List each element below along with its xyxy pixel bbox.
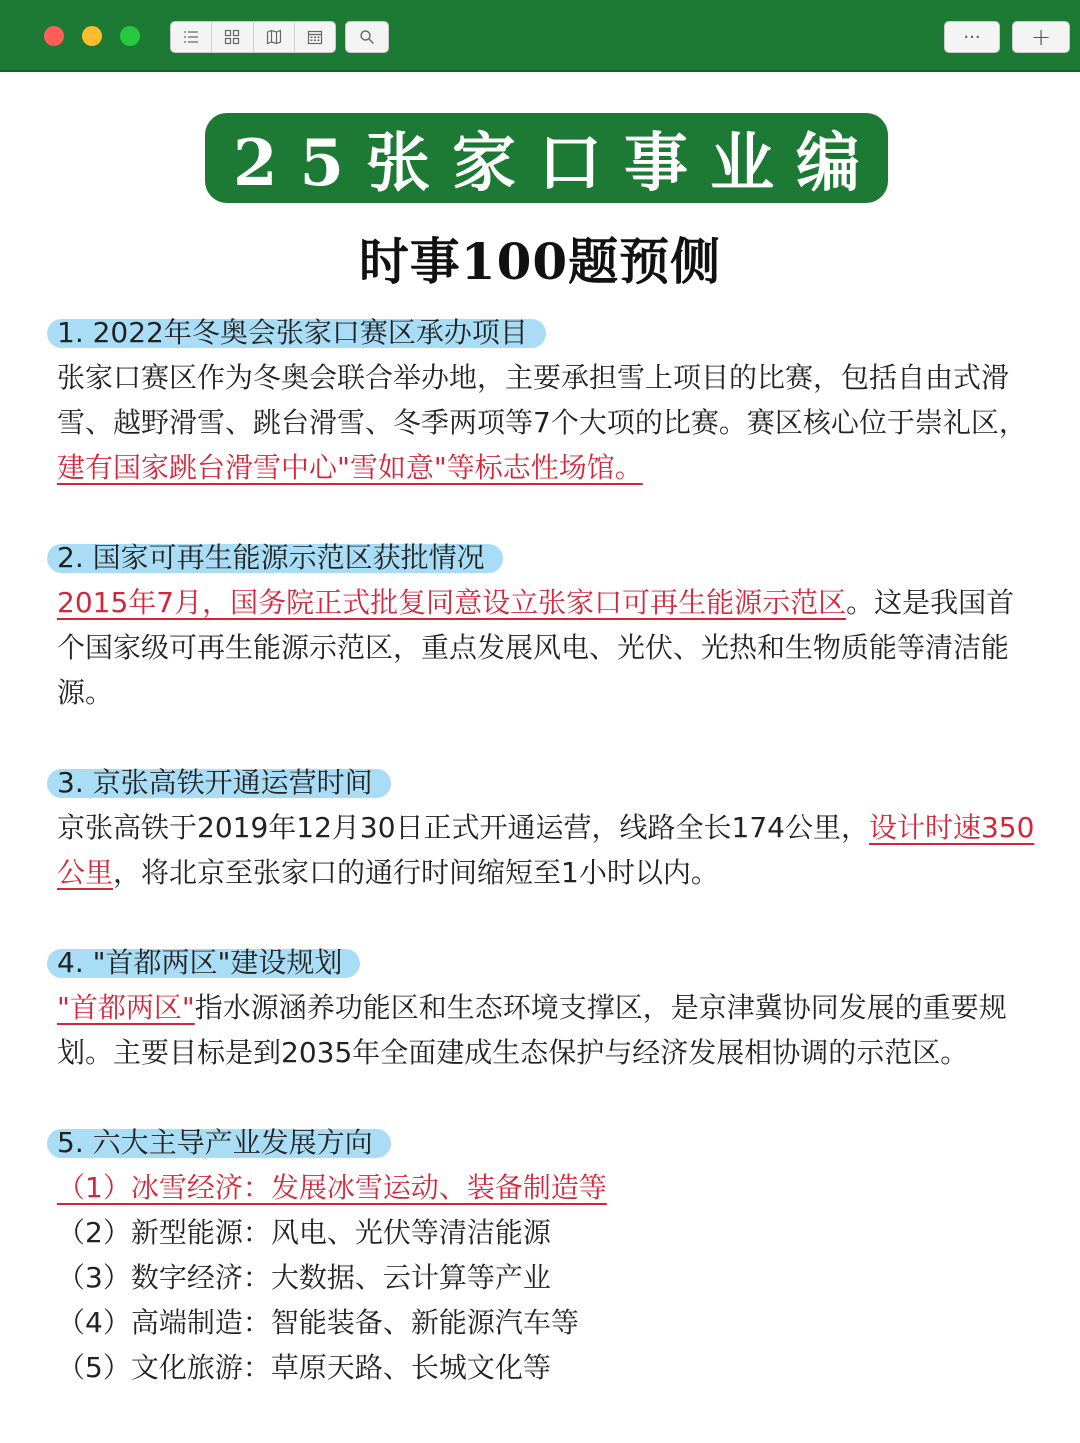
calendar-view-button[interactable]: [295, 22, 335, 52]
paragraph-text: 指水源涵养功能区和生态环境支撑区，是京津冀协同发展的重要规划。主要目标是到2035年全面建成生态保护与经济发展相协调的示范区。: [57, 991, 1007, 1069]
book-view-button[interactable]: [254, 22, 295, 52]
list-item: （3）数字经济：大数据、云计算等产业: [57, 1261, 551, 1294]
paragraph-text: 京张高铁于2019年12月30日正式开通运营，线路全长174公里，: [57, 811, 869, 844]
window-title-bar: [0, 0, 1080, 72]
list-view-button[interactable]: [171, 22, 212, 52]
grid-icon: [224, 29, 240, 45]
highlighted-text: 2015年7月，国务院正式批复同意设立张家口可再生能源示范区: [57, 586, 847, 619]
section-heading: 1. 2022年冬奥会张家口赛区承办项目: [57, 310, 538, 355]
search-toolbar: [345, 21, 389, 53]
calendar-icon: [307, 29, 323, 45]
section-paragraph: [57, 985, 1037, 1075]
more-options-button[interactable]: ···: [944, 21, 1000, 53]
title-banner: [205, 113, 888, 203]
grid-view-button[interactable]: [212, 22, 253, 52]
highlighted-text: "首都两区": [57, 991, 195, 1024]
list-item: （2）新型能源：风电、光伏等清洁能源: [57, 1216, 551, 1249]
list-item: （5）文化旅游：草原天路、长城文化等: [57, 1351, 551, 1384]
section-heading: 5. 六大主导产业发展方向: [57, 1120, 383, 1165]
list-item: （1）冰雪经济：发展冰雪运动、装备制造等: [57, 1171, 607, 1204]
list-icon: [183, 29, 199, 45]
section-paragraph: [57, 355, 1037, 490]
add-button[interactable]: +: [1012, 21, 1070, 53]
highlighted-text: 建有国家跳台滑雪中心"雪如意"等标志性场馆。: [57, 451, 643, 484]
section-3: [57, 760, 1037, 895]
section-2: [57, 535, 1037, 715]
view-mode-toolbar: [170, 21, 336, 53]
paragraph-text: 。这是我国首个国家级可再生能源示范区，重点发展风电、光伏、光热和生物质能等清洁能源。: [57, 586, 1015, 709]
close-window-button[interactable]: [44, 26, 64, 46]
section-5: [57, 1120, 1037, 1390]
search-icon: [359, 29, 375, 45]
section-1: [57, 310, 1037, 490]
page-subtitle: 时事100题预侧: [358, 232, 722, 291]
section-paragraph: [57, 805, 1037, 895]
section-paragraph: [57, 580, 1037, 715]
search-button[interactable]: [346, 22, 388, 52]
highlighted-text: 设计时速350公里: [57, 811, 1035, 889]
book-icon: [266, 29, 282, 45]
minimize-window-button[interactable]: [82, 26, 102, 46]
paragraph-text: 张家口赛区作为冬奥会联合举办地，主要承担雪上项目的比赛，包括自由式滑雪、越野滑雪、跳台滑雪、冬季两项等7个大项的比赛。赛区核心位于崇礼区，: [57, 361, 1027, 439]
list-item: （4）高端制造：智能装备、新能源汽车等: [57, 1306, 579, 1339]
section-4: [57, 940, 1037, 1075]
section-heading: 3. 京张高铁开通运营时间: [57, 760, 383, 805]
paragraph-text: ，将北京至张家口的通行时间缩短至1小时以内。: [113, 856, 719, 889]
article-body: [57, 310, 1037, 1390]
section-heading: 2. 国家可再生能源示范区获批情况: [57, 535, 495, 580]
zoom-window-button[interactable]: [120, 26, 140, 46]
section-heading: 4. "首都两区"建设规划: [57, 940, 352, 985]
page-title: 25张家口事业编: [232, 126, 883, 201]
